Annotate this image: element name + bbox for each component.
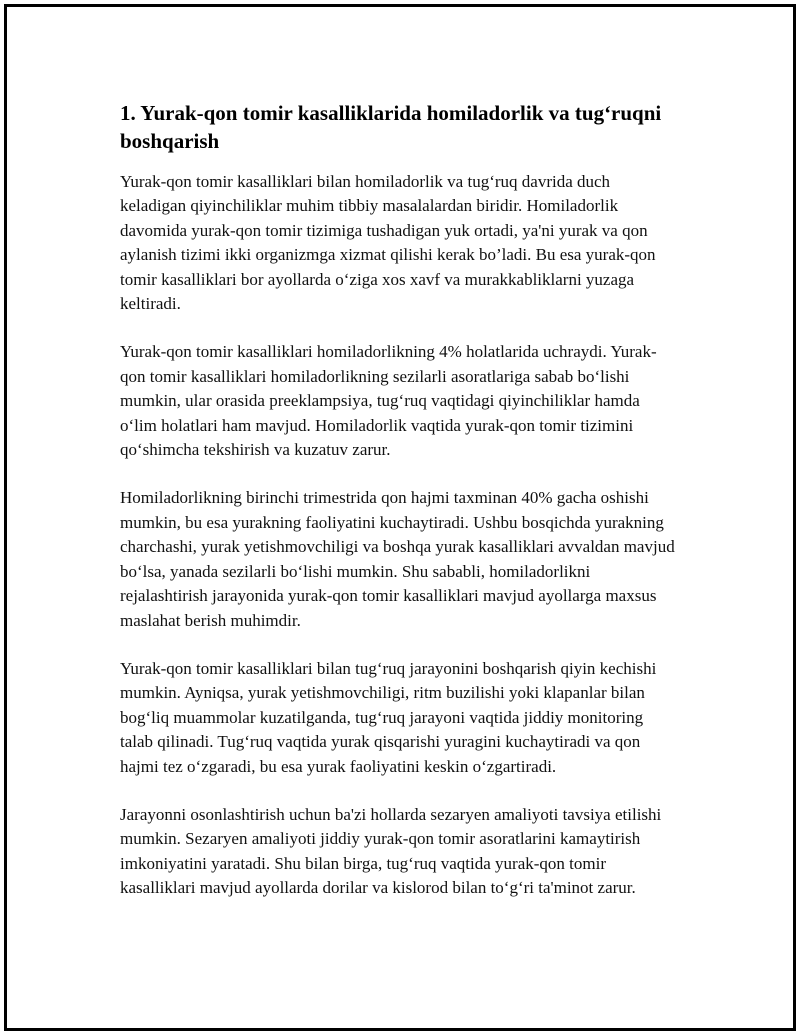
section-heading: 1. Yurak-qon tomir kasalliklarida homiladorlik va tug‘ruqni boshqarish <box>120 101 662 153</box>
paragraph-5: Jarayonni osonlashtirish uchun ba'zi hollarda sezaryen amaliyoti tavsiya etilishi mumkin. Sezaryen amaliyoti jiddiy yurak-qon tomir asoratlarini kamaytirish imkoniyatini yaratadi. Shu bilan birga, tug‘ruq vaqtida yurak-qon tomir kasalliklari mavjud ayollarda dorilar va kislorod bilan to‘g‘ri ta'minot zarur. <box>120 804 662 898</box>
paragraph-4: Yurak-qon tomir kasalliklari bilan tug‘ruq jarayonini boshqarish qiyin kechishi mumkin. Ayniqsa, yurak yetishmovchiligi, ritm buzilishi yoki klapanlar bilan bog‘liq muammolar kuzatilganda, tug‘ruq jarayoni vaqtida jiddiy monitoring talab qilinadi. Tug‘ruq vaqtida yurak qisqarishi yuragini kuchaytiradi va qon hajmi tez o‘zgaradi, bu esa yurak faoliyatini keskin o‘zgartiradi. <box>120 658 657 776</box>
paragraph-2: Yurak-qon tomir kasalliklari homiladorlikning 4% holatlarida uchraydi. Yurak-qon tomir kasalliklari homiladorlikning sezilarli asoratlariga sabab bo‘lishi mumkin, ular orasida preeklampsiya, tug‘ruq vaqtidagi qiyinchiliklar hamda o‘lim holatlari ham mavjud. Homiladorlik vaqtida yurak-qon tomir tizimini qo‘shimcha tekshirish va kuzatuv zarur. <box>120 342 657 460</box>
paragraph-1: Yurak-qon tomir kasalliklari bilan homiladorlik va tug‘ruq davrida duch keladigan qiyinchiliklar muhim tibbiy masalalardan biridir. Homiladorlik davomida yurak-qon tomir tizimiga tushadigan yuk ortadi, ya'ni yurak va qon aylanish tizimi ikki organizmga xizmat qilishi kerak bo’ladi. Bu esa yurak-qon tomir kasalliklari bor ayollarda o‘ziga xos xavf va murakkabliklarni yuzaga keltiradi. <box>120 172 656 314</box>
document-body <box>120 99 680 925</box>
paragraph-3: Homiladorlikning birinchi trimestrida qon hajmi taxminan 40% gacha oshishi mumkin, bu esa yurakning faoliyatini kuchaytiradi. Ushbu bosqichda yurakning charchashi, yurak yetishmovchiligi va boshqa yurak kasalliklari avvaldan mavjud bo‘lsa, yanada sezilarli bo‘lishi mumkin. Shu sababli, homiladorlikni rejalashtirish jarayonida yurak-qon tomir kasalliklari mavjud ayollarga maxsus maslahat berish muhimdir. <box>120 488 675 630</box>
document-page <box>4 4 796 1031</box>
